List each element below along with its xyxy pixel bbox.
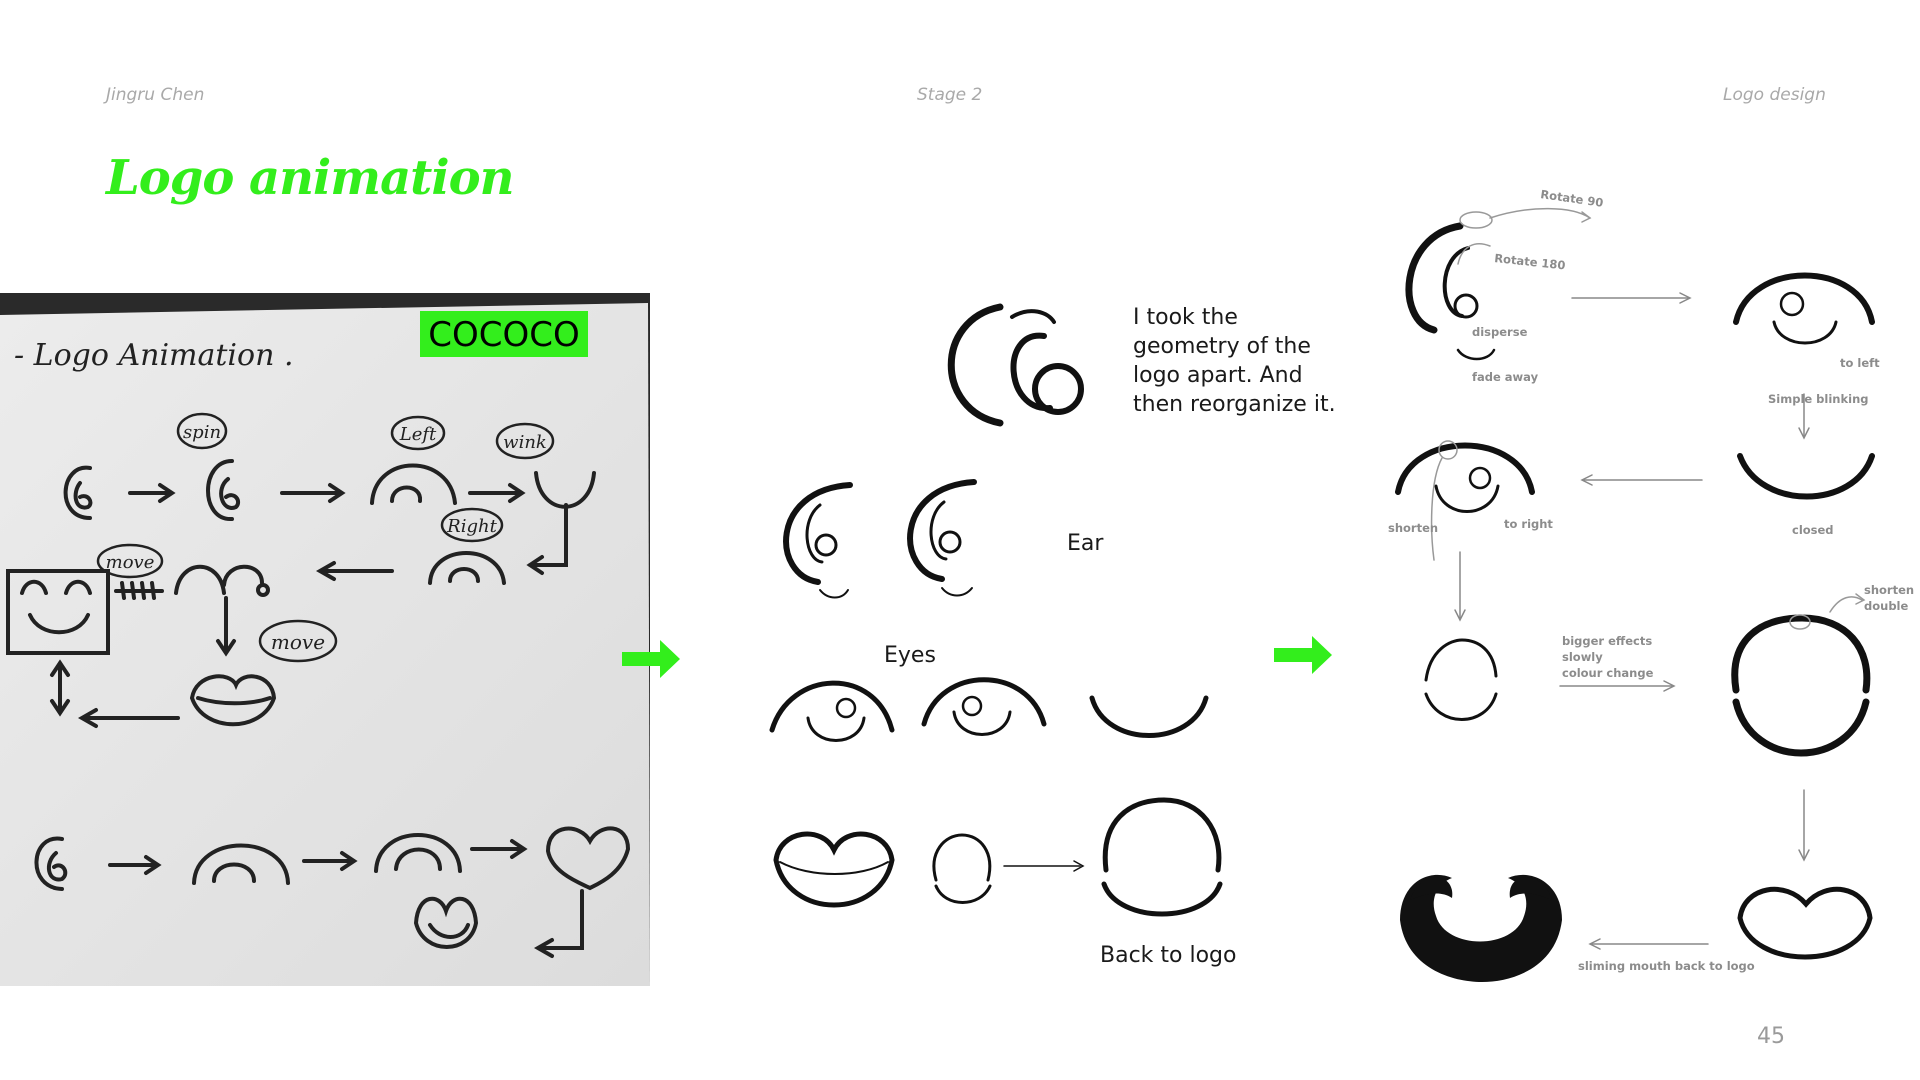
note-shorten-double-1: shorten [1864, 583, 1915, 597]
ear-label: Ear [1067, 531, 1104, 556]
sketch-label-move-2: move [270, 630, 326, 654]
author-name: Jingru Chen [106, 85, 205, 105]
sketch-heading: - Logo Animation . [14, 338, 294, 373]
sketch-label-left: Left [399, 424, 437, 445]
green-arrow-1-icon [622, 640, 680, 678]
description-line-2: geometry of the [1133, 334, 1311, 359]
eyes-label: Eyes [884, 643, 936, 668]
note-bigger-2: slowly [1562, 650, 1603, 664]
note-shorten-double-2: double [1864, 599, 1909, 613]
note-bigger-3: colour change [1562, 666, 1654, 680]
small-circle-icon [934, 835, 990, 880]
middle-text [884, 305, 1336, 968]
note-fade-away: fade away [1472, 370, 1539, 384]
note-sliming: sliming mouth back to logo [1578, 959, 1755, 973]
logo-big-arc-icon [951, 307, 1000, 423]
mouth-icon [776, 834, 892, 905]
eye-1-icon [772, 683, 892, 730]
note-simple-blinking: Simple blinking [1768, 392, 1869, 406]
note-rotate-90: Rotate 90 [1539, 187, 1605, 210]
eye-2-icon [924, 680, 1044, 724]
sketch-label-right: Right [447, 516, 497, 537]
eye-to-right-icon [1398, 446, 1532, 493]
closed-eye-icon [1092, 698, 1206, 736]
eye-to-left-icon [1736, 276, 1872, 323]
note-shorten: shorten [1388, 521, 1439, 535]
note-disperse: disperse [1472, 325, 1528, 339]
cococo-badge: COCOCO [428, 315, 580, 355]
logo-small-arc-icon [1012, 311, 1054, 322]
page-title: Logo animation [106, 150, 514, 206]
note-to-left: to left [1840, 356, 1880, 370]
note-rotate-180: Rotate 180 [1493, 251, 1567, 273]
right-notes [1388, 187, 1914, 973]
description-line-1: I took the [1133, 305, 1238, 330]
closed-eye-right-icon [1740, 456, 1872, 497]
logo-circle-icon [1035, 366, 1081, 412]
stage-label: Stage 2 [917, 85, 983, 105]
mouth-right-icon [1740, 889, 1870, 957]
back-logo-top-icon [1105, 800, 1219, 870]
sketch-label-spin: spin [182, 422, 222, 443]
back-to-logo-label: Back to logo [1100, 943, 1237, 968]
ear-2-icon [910, 482, 974, 579]
ear-1-icon [786, 485, 850, 582]
right-shapes [1398, 209, 1872, 957]
description-line-4: then reorganize it. [1133, 392, 1336, 417]
sketch-label-move: move [105, 552, 155, 573]
note-bigger-1: bigger effects [1562, 634, 1653, 648]
page-number: 45 [1757, 1024, 1785, 1049]
note-to-right: to right [1504, 517, 1553, 531]
small-circle-right-icon [1426, 640, 1496, 680]
green-arrow-2-icon [1274, 636, 1332, 674]
note-closed: closed [1792, 523, 1834, 537]
rotate-stage-icon [1409, 226, 1460, 330]
description-line-3: logo apart. And [1133, 363, 1303, 388]
section-label: Logo design [1723, 85, 1826, 105]
sketch-label-wink: wink [503, 432, 547, 453]
